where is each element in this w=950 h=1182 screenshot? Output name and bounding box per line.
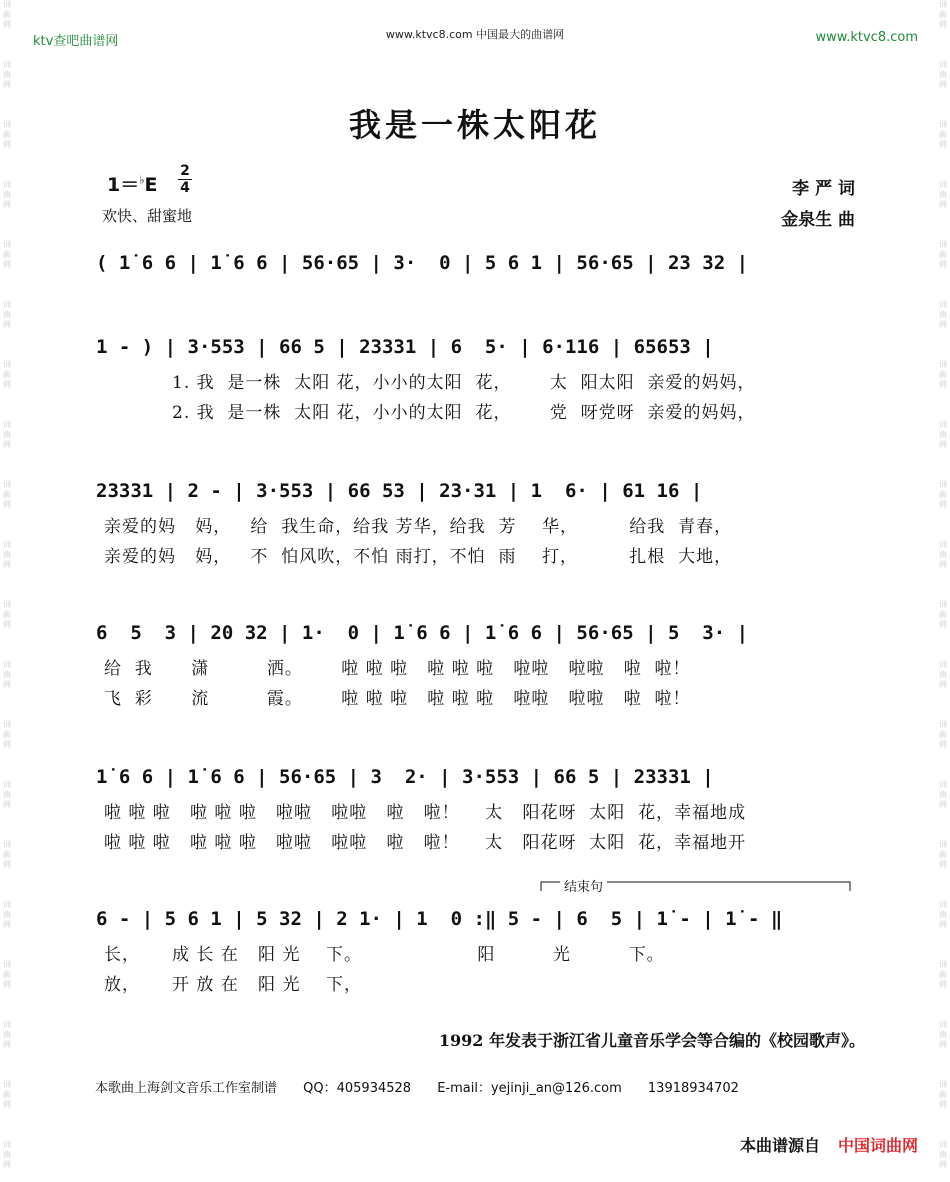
watermark-group	[936, 480, 950, 540]
watermark-group	[936, 660, 950, 720]
lyrics-verse-1: 啦 啦 啦 啦 啦 啦 啦啦 啦啦 啦 啦！ 太 阳花呀 太阳 花，幸福地成	[104, 803, 747, 823]
left-watermark	[0, 0, 14, 1182]
watermark-char: 曲	[939, 310, 947, 319]
watermark-group	[936, 240, 950, 300]
watermark-char: 曲	[939, 130, 947, 139]
watermark-char: 曲	[939, 490, 947, 499]
lyrics-verse-1: 长， 成 长 在 阳 光 下。 阳 光 下。	[104, 945, 665, 965]
watermark-char: 曲	[3, 10, 11, 19]
maker-text: 本歌曲上海剑文音乐工作室制谱	[95, 1081, 278, 1096]
watermark-char: 曲	[3, 730, 11, 739]
lyrics-verse-2: 2. 我 是一株 太阳 花，小小的太阳 花， 党 呀党呀 亲爱的妈妈，	[172, 403, 756, 423]
watermark-char: 网	[3, 380, 11, 389]
watermark-char: 词	[3, 300, 11, 309]
watermark-char: 曲	[3, 970, 11, 979]
watermark-group	[936, 960, 950, 1020]
watermark-group	[936, 540, 950, 600]
watermark-char: 词	[939, 660, 947, 669]
watermark-char: 网	[939, 680, 947, 689]
watermark-char: 曲	[939, 10, 947, 19]
watermark-char: 词	[3, 900, 11, 909]
watermark-char: 词	[3, 660, 11, 669]
watermark-char: 词	[939, 780, 947, 789]
watermark-char: 网	[3, 860, 11, 869]
watermark-char: 曲	[3, 130, 11, 139]
source-brand-link[interactable]: 中国词曲网	[837, 1136, 918, 1155]
watermark-char: 曲	[939, 670, 947, 679]
watermark-char: 网	[939, 980, 947, 989]
watermark-char: 网	[939, 500, 947, 509]
watermark-char: 词	[3, 960, 11, 969]
lyrics-verse-1: 给 我 潇 洒。 啦 啦 啦 啦 啦 啦 啦啦 啦啦 啦 啦！	[104, 659, 691, 679]
watermark-char: 网	[3, 740, 11, 749]
lyrics-verse-1: 1. 我 是一株 太阳 花，小小的太阳 花， 太 阳太阳 亲爱的妈妈，	[172, 373, 756, 393]
watermark-char: 网	[939, 800, 947, 809]
watermark-char: 曲	[939, 610, 947, 619]
watermark-char: 曲	[939, 910, 947, 919]
watermark-char: 曲	[3, 250, 11, 259]
watermark-char: 网	[939, 920, 947, 929]
site-banner[interactable]: www.ktvc8.com 中国最大的曲谱网	[385, 28, 565, 41]
watermark-group	[0, 1140, 14, 1182]
watermark-char: 网	[3, 440, 11, 449]
watermark-group	[936, 900, 950, 960]
watermark-char: 词	[3, 1020, 11, 1029]
watermark-char: 词	[939, 420, 947, 429]
ending-label: 结束句	[560, 876, 607, 895]
watermark-char: 词	[939, 840, 947, 849]
watermark-char: 曲	[939, 70, 947, 79]
watermark-char: 词	[939, 1020, 947, 1029]
watermark-group	[0, 240, 14, 300]
watermark-char: 曲	[3, 910, 11, 919]
watermark-char: 网	[3, 980, 11, 989]
lyrics-verse-2: 啦 啦 啦 啦 啦 啦 啦啦 啦啦 啦 啦！ 太 阳花呀 太阳 花，幸福地开	[104, 833, 747, 853]
score-row-5	[96, 760, 866, 853]
watermark-char: 网	[3, 920, 11, 929]
watermark-char: 曲	[939, 730, 947, 739]
notation-line: 23331 | 2 - | 3·553 | 66 53 | 23·31 | 1 6· | 61 16 |	[96, 480, 703, 502]
watermark-char: 词	[3, 840, 11, 849]
watermark-char: 网	[3, 680, 11, 689]
watermark-char: 网	[3, 620, 11, 629]
watermark-char: 曲	[939, 790, 947, 799]
watermark-char: 网	[3, 1040, 11, 1049]
score-row-2	[96, 330, 866, 423]
watermark-char: 网	[3, 260, 11, 269]
source-label: 本曲谱源自	[739, 1136, 820, 1155]
key-signature	[107, 170, 157, 197]
tempo-marking: 欢快、甜蜜地	[102, 207, 193, 225]
meter-bottom: 4	[180, 180, 190, 196]
watermark-char: 网	[3, 140, 11, 149]
watermark-char: 网	[939, 560, 947, 569]
watermark-char: 曲	[939, 430, 947, 439]
watermark-char: 网	[3, 200, 11, 209]
watermark-char: 网	[3, 1160, 11, 1169]
watermark-char: 曲	[939, 850, 947, 859]
watermark-group	[936, 1080, 950, 1140]
watermark-group	[0, 540, 14, 600]
watermark-char: 曲	[3, 1150, 11, 1159]
watermark-group	[936, 300, 950, 360]
watermark-char: 词	[939, 0, 947, 9]
watermark-char: 词	[3, 360, 11, 369]
watermark-char: 曲	[3, 670, 11, 679]
watermark-char: 网	[3, 800, 11, 809]
watermark-char: 词	[939, 300, 947, 309]
watermark-char: 网	[939, 860, 947, 869]
watermark-char: 词	[3, 540, 11, 549]
watermark-char: 曲	[3, 550, 11, 559]
lyrics-verse-1: 亲爱的妈 妈， 给 我生命，给我 芳华，给我 芳 华， 给我 青春，	[104, 517, 733, 537]
watermark-char: 网	[3, 320, 11, 329]
watermark-char: 词	[3, 1140, 11, 1149]
watermark-char: 词	[939, 1080, 947, 1089]
watermark-char: 曲	[3, 1030, 11, 1039]
song-title: 我是一株太阳花	[348, 106, 601, 144]
watermark-char: 网	[939, 1040, 947, 1049]
notation-line: ( 1̇ 6 6 | 1̇ 6 6 | 56·65 | 3· 0 | 5 6 1 | 56·65 | 23 32 |	[96, 252, 749, 274]
watermark-char: 词	[3, 480, 11, 489]
watermark-char: 曲	[939, 1150, 947, 1159]
watermark-char: 网	[3, 500, 11, 509]
watermark-char: 曲	[3, 1090, 11, 1099]
watermark-char: 词	[3, 1080, 11, 1089]
watermark-group	[936, 780, 950, 840]
meter-top: 2	[180, 163, 190, 179]
watermark-char: 网	[3, 80, 11, 89]
watermark-char: 词	[939, 120, 947, 129]
watermark-char: 词	[3, 600, 11, 609]
watermark-char: 网	[939, 20, 947, 29]
score-row-1	[96, 246, 866, 276]
watermark-char: 网	[3, 560, 11, 569]
watermark-char: 曲	[939, 550, 947, 559]
watermark-char: 曲	[3, 370, 11, 379]
lyrics-verse-2: 放， 开 放 在 阳 光 下，	[104, 975, 363, 995]
watermark-group	[936, 420, 950, 480]
email-text[interactable]: E-mail：yejinji_an@126.com	[437, 1081, 622, 1096]
lyrics-verse-2: 亲爱的妈 妈， 不 怕风吹，不怕 雨打，不怕 雨 打， 扎根 大地，	[104, 547, 733, 567]
watermark-char: 词	[3, 420, 11, 429]
watermark-char: 网	[939, 740, 947, 749]
watermark-char: 曲	[3, 490, 11, 499]
score-row-4	[96, 616, 866, 709]
watermark-group	[0, 900, 14, 960]
watermark-char: 词	[3, 720, 11, 729]
watermark-char: 词	[3, 60, 11, 69]
watermark-char: 曲	[3, 310, 11, 319]
qq-text: QQ：405934528	[303, 1081, 412, 1096]
watermark-group	[936, 840, 950, 900]
watermark-char: 网	[939, 440, 947, 449]
watermark-char: 网	[939, 80, 947, 89]
watermark-char: 词	[939, 960, 947, 969]
watermark-char: 曲	[939, 1090, 947, 1099]
right-watermark	[936, 0, 950, 1182]
notation-line: 6 - | 5 6 1 | 5 32 | 2 1· | 1 0 :‖ 5 - | 6 5 | 1̇ - | 1̇ - ‖	[96, 908, 783, 930]
watermark-group	[0, 780, 14, 840]
watermark-group	[0, 1080, 14, 1140]
site-name-left[interactable]: ktv查吧曲谱网	[33, 34, 119, 49]
publication-note: 1992 年发表于浙江省儿童音乐学会等合编的《校园歌声》。	[438, 1031, 865, 1050]
watermark-char: 词	[939, 60, 947, 69]
watermark-char: 词	[939, 180, 947, 189]
watermark-char: 词	[939, 240, 947, 249]
watermark-char: 曲	[3, 850, 11, 859]
watermark-group	[0, 840, 14, 900]
watermark-char: 网	[3, 20, 11, 29]
watermark-group	[0, 1020, 14, 1080]
watermark-char: 曲	[3, 70, 11, 79]
watermark-group	[0, 480, 14, 540]
watermark-char: 曲	[939, 370, 947, 379]
watermark-char: 词	[939, 1140, 947, 1149]
watermark-group	[936, 360, 950, 420]
watermark-char: 词	[939, 360, 947, 369]
watermark-char: 曲	[3, 790, 11, 799]
watermark-char: 曲	[3, 430, 11, 439]
watermark-group	[0, 960, 14, 1020]
time-signature	[178, 164, 192, 195]
watermark-group	[0, 360, 14, 420]
score-row-6	[96, 902, 866, 995]
watermark-group	[0, 180, 14, 240]
watermark-char: 曲	[939, 190, 947, 199]
watermark-char: 网	[939, 200, 947, 209]
watermark-group	[936, 720, 950, 780]
key-note: E	[144, 174, 158, 196]
watermark-char: 曲	[939, 1030, 947, 1039]
watermark-group	[0, 600, 14, 660]
watermark-char: 曲	[3, 610, 11, 619]
watermark-char: 词	[939, 540, 947, 549]
watermark-char: 词	[939, 900, 947, 909]
watermark-char: 词	[3, 0, 11, 9]
watermark-char: 词	[939, 600, 947, 609]
watermark-char: 词	[939, 720, 947, 729]
watermark-group	[936, 1140, 950, 1182]
watermark-char: 网	[3, 1100, 11, 1109]
notation-line: 1 - ) | 3·553 | 66 5 | 23331 | 6 5· | 6·116 | 65653 |	[96, 336, 714, 358]
flat-sign: ♭	[139, 173, 145, 187]
notation-line: 1̇ 6 6 | 1̇ 6 6 | 56·65 | 3 2· | 3·553 | 66 5 | 23331 |	[96, 766, 714, 788]
site-url-right[interactable]: www.ktvc8.com	[815, 30, 918, 45]
watermark-group	[0, 720, 14, 780]
watermark-char: 词	[3, 780, 11, 789]
watermark-group	[0, 420, 14, 480]
watermark-char: 网	[939, 1100, 947, 1109]
composer-credit: 金泉生 曲	[781, 210, 855, 230]
watermark-char: 词	[3, 240, 11, 249]
watermark-char: 曲	[3, 190, 11, 199]
watermark-char: 词	[3, 180, 11, 189]
watermark-char: 网	[939, 320, 947, 329]
watermark-group	[0, 660, 14, 720]
watermark-group	[936, 180, 950, 240]
watermark-char: 网	[939, 260, 947, 269]
phone-text: 13918934702	[647, 1081, 739, 1096]
watermark-char: 词	[939, 480, 947, 489]
lyrics-verse-2: 飞 彩 流 霞。 啦 啦 啦 啦 啦 啦 啦啦 啦啦 啦 啦！	[104, 689, 691, 709]
watermark-group	[936, 1020, 950, 1080]
watermark-group	[936, 600, 950, 660]
source-line	[740, 1133, 918, 1156]
score-row-3	[96, 474, 866, 567]
watermark-char: 网	[939, 140, 947, 149]
notation-line: 6 5 3 | 20 32 | 1· 0 | 1̇ 6 6 | 1̇ 6 6 | 56·65 | 5 3· |	[96, 622, 749, 644]
watermark-char: 网	[939, 620, 947, 629]
watermark-char: 网	[939, 1160, 947, 1169]
watermark-char: 曲	[939, 250, 947, 259]
key-prefix: 1＝	[107, 174, 140, 196]
footer-contact	[95, 1077, 761, 1096]
watermark-char: 网	[939, 380, 947, 389]
watermark-char: 词	[3, 120, 11, 129]
lyricist-credit: 李 严 词	[792, 179, 855, 199]
watermark-group	[0, 300, 14, 360]
watermark-char: 曲	[939, 970, 947, 979]
